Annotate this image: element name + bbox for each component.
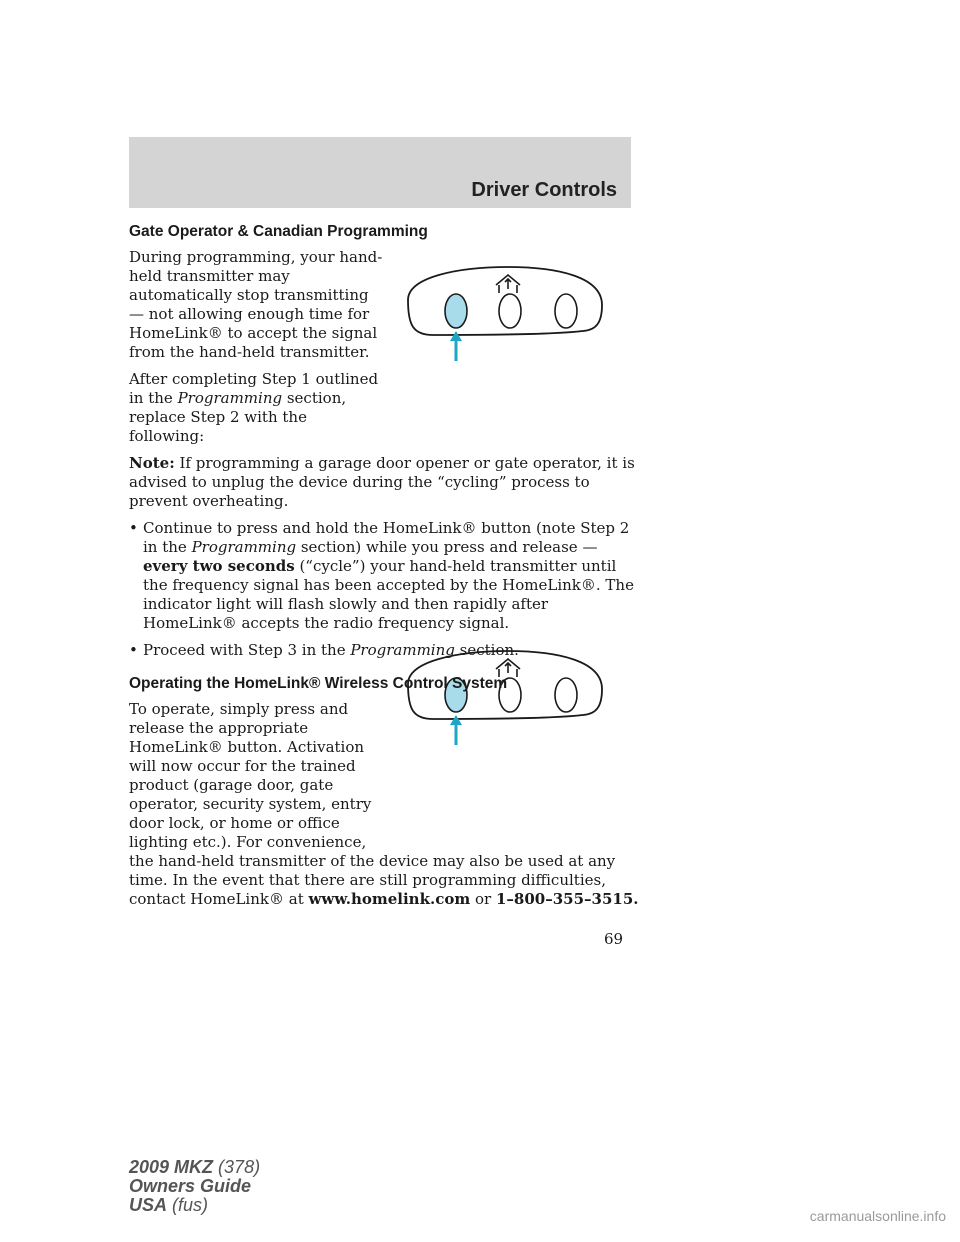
footer-code: (378) — [213, 1157, 261, 1177]
text: section, replace Step 2 with the following: — [129, 389, 347, 445]
text: (“cycle”) your hand-held transmitter until the frequency signal has been accepted by the HomeLink®. The indicator light will flash slowly and then rapidly after HomeLink® accepts the radio frequency signal. — [143, 557, 634, 632]
text: section) while you press and release — — [296, 538, 598, 556]
bullet-icon: • — [129, 641, 138, 659]
programming-ref: Programming — [177, 389, 283, 407]
watermark: carmanualsonline.info — [809, 1208, 946, 1224]
footer-guide: Owners Guide — [129, 1176, 252, 1196]
list-item — [129, 519, 644, 633]
list-item — [129, 641, 644, 660]
footer-region: USA — [129, 1195, 168, 1215]
section-heading-operating: Operating the HomeLink® Wireless Control System — [129, 675, 508, 692]
paragraph-after-step1 — [129, 370, 384, 446]
paragraph-operating — [129, 700, 644, 909]
text: After completing Step 1 outlined in the — [129, 370, 379, 407]
text: Proceed with Step 3 in the — [143, 641, 351, 659]
figure-spacer — [386, 700, 644, 852]
text: or — [470, 890, 496, 908]
text: section. — [454, 641, 519, 659]
section-title: Driver Controls — [471, 179, 617, 201]
header-band — [129, 137, 631, 208]
bullet-icon: • — [129, 519, 138, 537]
text: To operate, simply press and release the appropriate HomeLink® button. Activation will now occur for the trained product (garage door, gate operator, security system, entry door lock, or home or office lighting etc.). For convenience, the hand-held transmitter of the device may also be used at any time. In the event that there are still programming difficulties, contact HomeLink® at — [129, 700, 616, 908]
homelink-url: www.homelink.com — [308, 890, 471, 908]
emphasis: every two seconds — [143, 557, 295, 575]
note-paragraph — [129, 454, 644, 511]
footer-info — [129, 1158, 260, 1215]
paragraph-programming-intro: During programming, your hand-held transmitter may automatically stop transmitting — not allowing enough time for HomeLink® to accept the signal from the hand-held transmitter. — [129, 248, 383, 361]
note-label: Note: — [129, 454, 175, 472]
programming-ref: Programming — [350, 641, 455, 659]
text: Continue to press and hold the HomeLink® button (note Step 2 in the — [143, 519, 630, 556]
section-heading-gate-operator: Gate Operator & Canadian Programming — [129, 223, 428, 240]
homelink-phone: 1–800–355–3515. — [495, 890, 639, 908]
page-number: 69 — [604, 930, 624, 948]
note-text: If programming a garage door opener or gate operator, it is advised to unplug the device during the “cycling” process to prevent overheating. — [129, 454, 635, 510]
footer-region-code: (fus) — [167, 1195, 209, 1215]
programming-ref: Programming — [191, 538, 297, 556]
footer-model: 2009 MKZ — [129, 1157, 214, 1177]
page-content — [129, 222, 644, 917]
